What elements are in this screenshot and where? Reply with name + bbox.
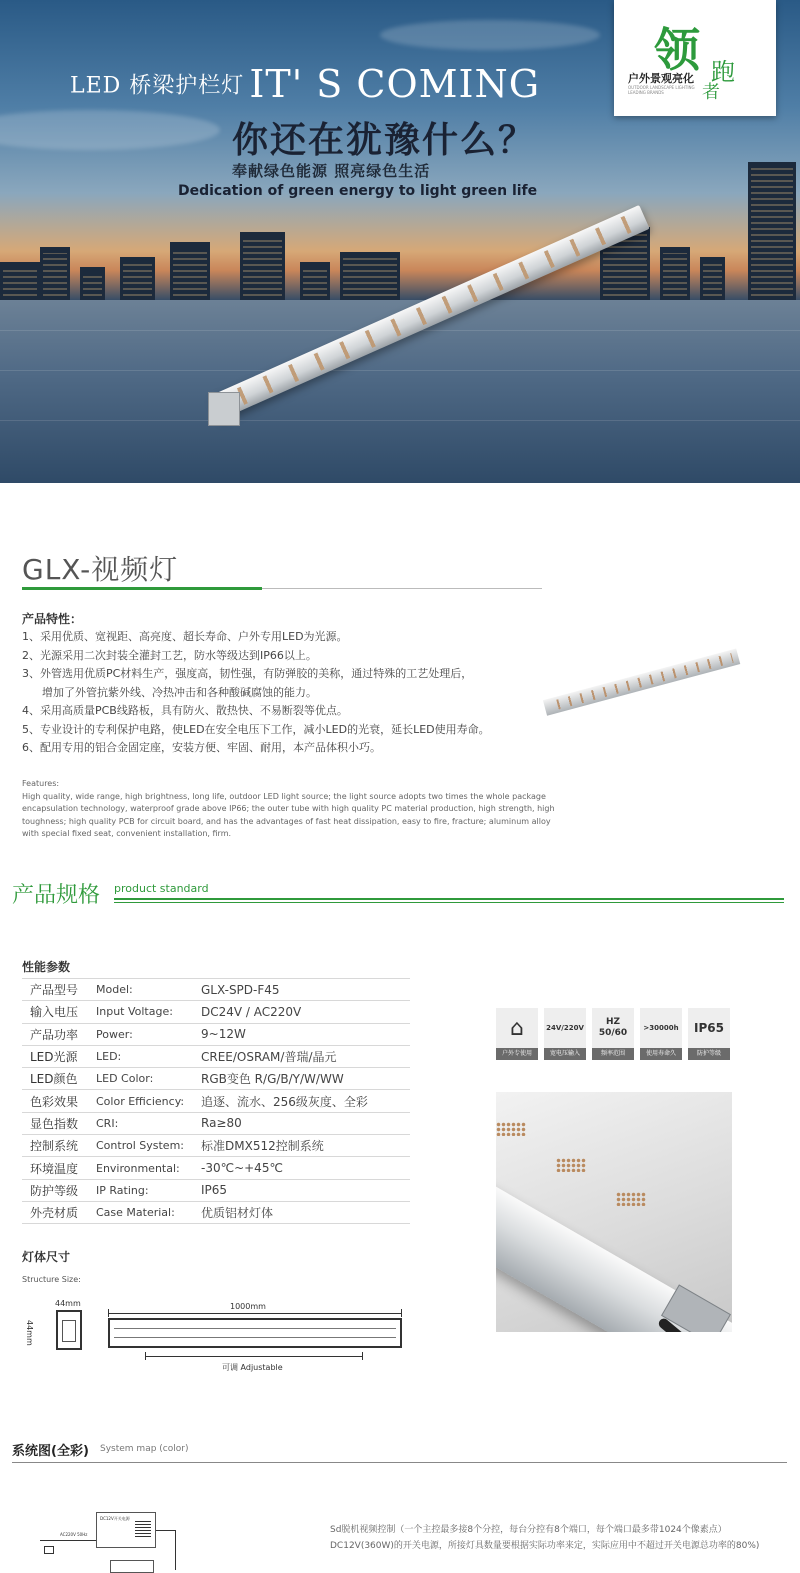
system-map-heading: 系统图(全彩) (12, 1444, 89, 1459)
logo-glyph: 跑 (711, 58, 735, 86)
logo-glyph: 者 (702, 82, 720, 103)
spec-label-cn: 显色指数 (22, 1112, 94, 1134)
spec-label-en: Power: (94, 1023, 199, 1045)
length-label: 1000mm (230, 1302, 266, 1311)
spec-row (22, 1001, 410, 1023)
spec-value: 优质铝材灯体 (199, 1201, 410, 1223)
hero-headline (70, 62, 540, 106)
controller-box (96, 1512, 156, 1548)
frequency-icon: HZ 50/60 频率范围 (592, 1008, 634, 1060)
spec-value: 追逐、流水、256级灰度、全彩 (199, 1090, 410, 1112)
spec-divider (114, 898, 784, 900)
system-note: DC12V(360W)的开关电源，所接灯具数量要根据实际功率来定，实际应用中不超过开关电源总功率的80%) (330, 1541, 760, 1551)
voltage-icon: 24V/220V 宽电压输入 (544, 1008, 586, 1060)
product-title: GLX-视频灯 (22, 553, 179, 586)
spec-row (22, 1090, 410, 1112)
cross-section-drawing (56, 1310, 82, 1350)
system-notes (330, 1522, 790, 1554)
feature-item: 3、外管选用优质PC材料生产，强度高，韧性强，有防弹胶的美称，通过特殊的工艺处理后， (22, 667, 473, 680)
performance-heading: 性能参数 (22, 960, 71, 974)
feature-item: 4、采用高质量PCB线路板，具有防火、散热快、不易断裂等优点。 (22, 704, 348, 717)
dimensions-heading: 灯体尺寸 (22, 1250, 71, 1264)
hero-slogan-en: Dedication of green energy to light green life (178, 183, 538, 199)
spec-value: -30℃~+45℃ (199, 1157, 410, 1179)
hero-slogan-cn: 奉献绿色能源 照亮绿色生活 (232, 162, 431, 180)
features-heading: 产品特性： (22, 612, 83, 626)
spec-row (22, 1068, 410, 1090)
dimensions-subheading: Structure Size: (22, 1275, 81, 1284)
spec-row (22, 1045, 410, 1067)
controller-box-2 (110, 1560, 154, 1573)
feature-item: 6、配用专用的铝合金固定座，安装方便、牢固、耐用，本产品体积小巧。 (22, 741, 381, 754)
spec-row (22, 1112, 410, 1134)
product-thumbnail (543, 649, 740, 716)
spec-label-cn: 控制系统 (22, 1135, 94, 1157)
city-skyline (0, 222, 800, 302)
spec-row (22, 1179, 410, 1201)
spec-label-en: CRI: (94, 1112, 199, 1134)
adjustable-label: 可调 Adjustable (222, 1363, 283, 1372)
spec-label-en: Color Efficiency: (94, 1090, 199, 1112)
hero-banner (0, 0, 800, 483)
features-en-heading: Features: (22, 779, 60, 788)
spec-divider (114, 902, 784, 903)
wire-line (156, 1530, 176, 1570)
spec-label-cn: LED光源 (22, 1045, 94, 1067)
ip-rating-icon: IP65 防护等级 (688, 1008, 730, 1060)
spec-label-en: LED Color: (94, 1068, 199, 1090)
features-list (22, 628, 490, 758)
spec-label-en: Control System: (94, 1135, 199, 1157)
led-bar-foot (208, 392, 240, 426)
hero-headline-en: IT' S COMING (249, 62, 541, 106)
features-en-text: High quality, wide range, high brightness, long life, outdoor LED light source; the light source adopts two times the whole package encapsulation technology, waterproof grade above IP66; the outer tube with high quality PC material production, high strength, high toughness; high quality PCB for circuit board, and has the advantages of fast heat dissipation, easy to fire, fracture; aluminum alloy with special fixed seat, convenient installation, firm. (22, 791, 555, 838)
spec-label-cn: 产品型号 (22, 979, 94, 1001)
controller-label: DC12V开关电源 (100, 1516, 130, 1521)
height-label: 44mm (25, 1320, 34, 1346)
spec-value: GLX-SPD-F45 (199, 979, 410, 1001)
spec-value: Ra≥80 (199, 1112, 410, 1134)
logo-subtitle: 户外景观亮化 (628, 72, 694, 85)
spec-label-en: Case Material: (94, 1201, 199, 1223)
side-view-drawing (108, 1318, 402, 1348)
hero-question: 你还在犹豫什么？ (232, 120, 537, 161)
brand-logo (614, 0, 776, 116)
spec-label-cn: 防护等级 (22, 1179, 94, 1201)
length-line (108, 1313, 402, 1314)
spec-value: 标准DMX512控制系统 (199, 1135, 410, 1157)
spec-value: CREE/OSRAM/普瑞/晶元 (199, 1045, 410, 1067)
hero-headline-cn: LED 桥梁护栏灯 (70, 73, 245, 99)
spec-row (22, 1135, 410, 1157)
spec-label-cn: 环境温度 (22, 1157, 94, 1179)
width-label: 44mm (55, 1299, 81, 1308)
title-accent (22, 587, 262, 590)
spec-label-cn: 外壳材质 (22, 1201, 94, 1223)
spec-table (22, 978, 410, 1224)
spec-heading-en: product standard (114, 882, 209, 895)
adjustable-line (145, 1356, 363, 1357)
feature-item: 增加了外管抗紫外线、冷热冲击和各种酸碱腐蚀的能力。 (42, 685, 317, 699)
system-note: Sd脱机视频控制（一个主控最多接8个分控，每台分控有8个端口，每个端口最多带1024个像素点） (330, 1525, 727, 1535)
spec-label-cn: 产品功率 (22, 1023, 94, 1045)
spec-value: IP65 (199, 1179, 410, 1201)
spec-row (22, 1023, 410, 1045)
spec-label-cn: 输入电压 (22, 1001, 94, 1023)
feature-item: 5、专业设计的专利保护电路，使LED在安全电压下工作，减小LED的光衰，延长LED使用寿命。 (22, 722, 490, 736)
power-label: AC220V 50Hz (60, 1532, 88, 1537)
spec-row (22, 1157, 410, 1179)
product-photo (496, 1092, 732, 1332)
plug-icon (44, 1546, 54, 1554)
system-map-heading-en: System map (color) (100, 1444, 189, 1454)
features-english (22, 778, 567, 841)
spec-label-en: Input Voltage: (94, 1001, 199, 1023)
spec-value: 9~12W (199, 1023, 410, 1045)
spec-label-cn: 色彩效果 (22, 1090, 94, 1112)
cloud (0, 110, 220, 150)
spec-label-en: Model: (94, 979, 199, 1001)
spec-label-en: LED: (94, 1045, 199, 1067)
system-divider (12, 1462, 787, 1463)
feature-item: 1、采用优质、宽视距、高亮度、超长寿命、户外专用LED为光源。 (22, 630, 348, 643)
logo-tagline: OUTDOOR LANDSCAPE LIGHTING LEADING BRANDS (628, 85, 695, 95)
lifespan-icon: >30000h 使用寿命久 (640, 1008, 682, 1060)
outdoor-icon: ⌂ 户外专使用 (496, 1008, 538, 1060)
spec-label-cn: LED颜色 (22, 1068, 94, 1090)
feature-item: 2、光源采用二次封装全灌封工艺，防水等级达到IP66以上。 (22, 648, 317, 662)
cloud (380, 20, 600, 50)
spec-row (22, 1201, 410, 1223)
logo-glyph: 领 (654, 23, 700, 77)
spec-row (22, 979, 410, 1001)
spec-value: RGB变色 R/G/B/Y/W/WW (199, 1068, 410, 1090)
spec-heading: 产品规格 (12, 883, 101, 908)
power-line (40, 1540, 96, 1541)
spec-label-en: Environmental: (94, 1157, 199, 1179)
spec-label-en: IP Rating: (94, 1179, 199, 1201)
spec-value: DC24V / AC220V (199, 1001, 410, 1023)
